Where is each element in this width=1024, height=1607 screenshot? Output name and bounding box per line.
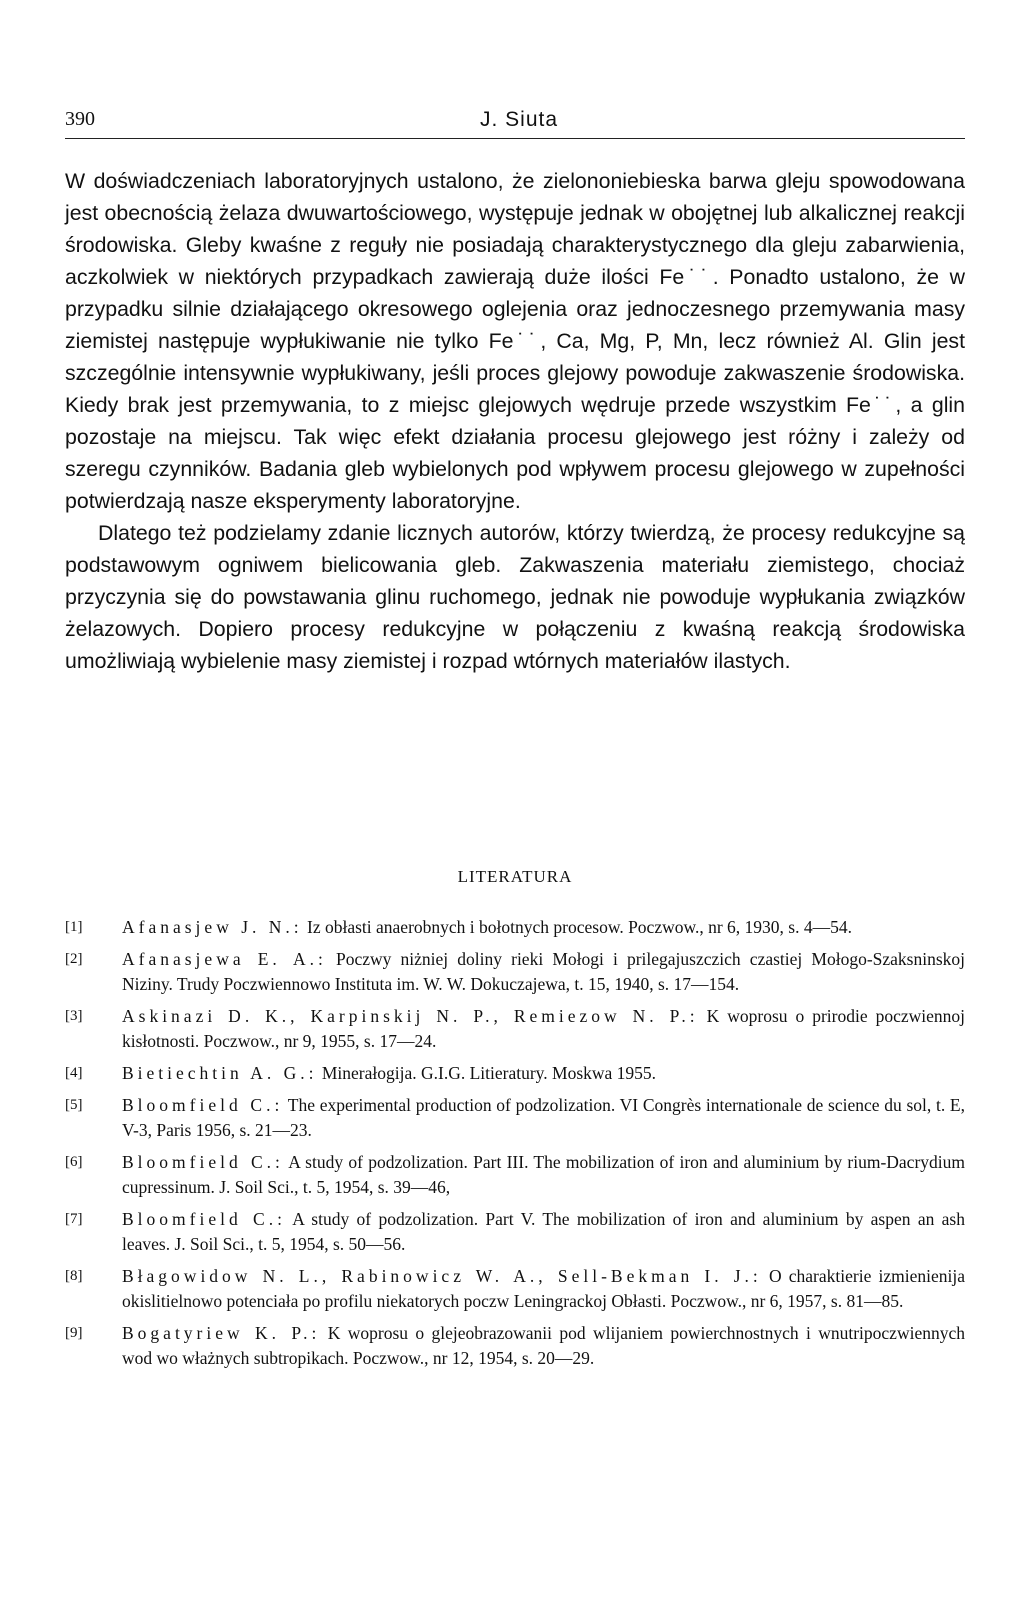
paragraph: Dlatego też podzielamy zdanie licznych autorów, którzy twierdzą, że procesy redukcyjne są podstawowym ogniwem bielicowania gleb. Zakwaszenia materiału ziemistego, chociaż przyczynia się do powstawania glinu ruchomego, jednak nie powoduje wypłukania związków żelazowych. Dopiero procesy redukcyjne w połączeniu z kwaśną reakcją środowiska umożliwiają wybielenie masy ziemistej i rozpad wtórnych materiałów ilastych. (65, 521, 965, 673)
reference-number: [9] (65, 1325, 83, 1341)
reference-item (65, 1264, 965, 1314)
reference-author: Bloomfield C.: (122, 1209, 286, 1229)
reference-text: Minerałogija. G.I.G. Litieratury. Moskwa 1955. (317, 1063, 657, 1083)
reference-item (65, 1150, 965, 1200)
reference-text: O charaktierie izmienienija okislitielnowo potenciała po profilu niekatorych poczw Leningrackoj Obłasti. Poczwow., nr 6, 1957, s. 81—85. (122, 1266, 965, 1311)
reference-number: [1] (65, 919, 83, 935)
reference-text: K woprosu o prirodie poczwiennoj kisłotnosti. Poczwow., nr 9, 1955, s. 17—24. (122, 1006, 965, 1051)
paragraph: W doświadczeniach laboratoryjnych ustalono, że zielononiebieska barwa gleju spowodowana jest obecnością żelaza dwuwartościowego, występuje jednak w obojętnej lub alkalicznej reakcji środowiska. Gleby kwaśne z reguły nie posiadają charakterystycznego dla gleju zabarwienia, aczkolwiek w niektórych przypadkach zawierają duże ilości Fe˙˙. Ponadto ustalono, że w przypadku silnie działającego okresowego oglejenia oraz jednoczesnego przemywania masy ziemistej następuje wypłukiwanie nie tylko Fe˙˙, Ca, Mg, P, Mn, lecz również Al. Glin jest szczególnie intensywnie wypłukiwany, jeśli proces glejowy powoduje zakwaszenie środowiska. Kiedy brak jest przemywania, to z miejsc glejowych wędruje przede wszystkim Fe˙˙, a glin pozostaje na miejscu. Tak więc efekt działania procesu glejowego jest różny i zależy od szeregu czynników. Badania gleb wybielonych pod wpływem procesu glejowego w zupełności potwierdzają nasze eksperymenty laboratoryjne. (65, 169, 965, 513)
reference-author: Bogatyriew K. P.: (122, 1323, 321, 1343)
reference-author: Afanasjewa E. A.: (122, 949, 327, 969)
reference-author: Bloomfield C.: (122, 1095, 284, 1115)
literature-heading: LITERATURA (457, 867, 573, 886)
reference-author: Askinazi D. K., Karpinskij N. P., Remiezow N. P.: (122, 1006, 699, 1026)
reference-text: Iz obłasti anaerobnych i bołotnych procesow. Poczwow., nr 6, 1930, s. 4—54. (302, 917, 852, 937)
body-text (65, 165, 965, 677)
reference-number: [6] (65, 1154, 83, 1170)
reference-author: Błagowidow N. L., Rabinowicz W. A., Sell-Bekman I. J.: (122, 1266, 762, 1286)
reference-item (65, 1004, 965, 1054)
page-number: 390 (65, 108, 95, 130)
reference-item (65, 1207, 965, 1257)
reference-number: [3] (65, 1008, 83, 1024)
reference-text: The experimental production of podzolization. VI Congrès internationale de science du sol, t. E, V-3, Paris 1956, s. 21—23. (122, 1095, 966, 1140)
reference-item (65, 947, 965, 997)
reference-item (65, 915, 965, 940)
reference-list (65, 915, 965, 1378)
reference-number: [7] (65, 1211, 83, 1227)
reference-item (65, 1061, 965, 1086)
reference-author: Afanasjew J. N.: (122, 917, 303, 937)
reference-item (65, 1321, 965, 1371)
reference-author: Bloomfield C.: (122, 1152, 284, 1172)
running-title: J. Siuta (480, 108, 559, 131)
header-rule (65, 138, 965, 139)
running-head (65, 108, 965, 138)
reference-text: A study of podzolization. Part V. The mobilization of iron and aluminium by aspen an ash leaves. J. Soil Sci., t. 5, 1954, s. 50—56. (122, 1209, 965, 1254)
reference-item (65, 1093, 965, 1143)
reference-number: [4] (65, 1065, 83, 1081)
reference-number: [2] (65, 951, 83, 967)
reference-number: [5] (65, 1097, 83, 1113)
reference-text: K woprosu o glejeobrazowanii pod wlijaniem powierchnostnych i wnutripoczwiennych wod wo włażnych subtropikach. Poczwow., nr 12, 1954, s. 20—29. (122, 1323, 965, 1368)
reference-text: Poczwy niżniej doliny rieki Mołogi i prilegajuszczich czastiej Mołogo-Szaksninskoj Niziny. Trudy Poczwiennowo Instituta im. W. W. Dokuczajewa, t. 15, 1940, s. 17—154. (122, 949, 966, 994)
reference-author: Bietiechtin A. G.: (122, 1063, 318, 1083)
reference-text: A study of podzolization. Part III. The mobilization of iron and aluminium by rium-Dacrydium cupressinum. J. Soil Sci., t. 5, 1954, s. 39—46, (122, 1152, 965, 1197)
reference-number: [8] (65, 1268, 83, 1284)
